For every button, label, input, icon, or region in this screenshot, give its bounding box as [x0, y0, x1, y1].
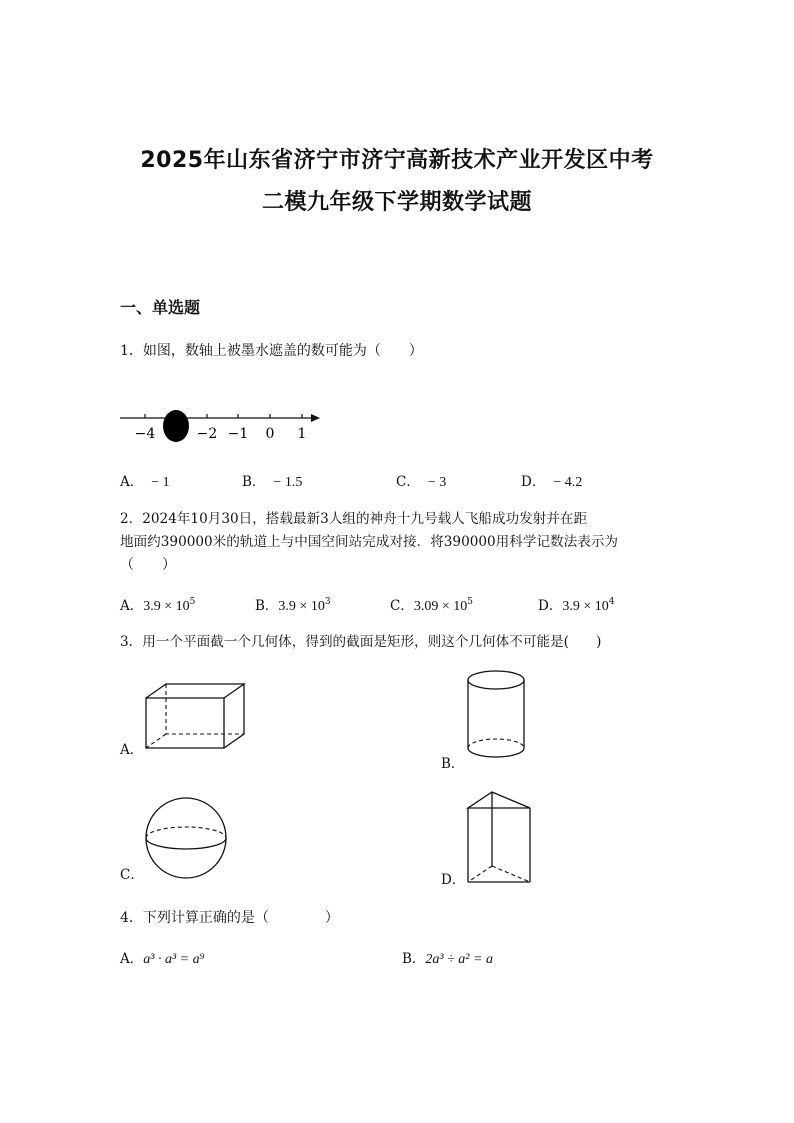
question-1-stem: 1．如图，数轴上被墨水遮盖的数可能为（ ） — [120, 343, 423, 359]
sphere-figure — [142, 794, 232, 884]
option-exponent: 5 — [467, 597, 473, 607]
question-2-stem-line2: 地面约390000米的轨道上与中国空间站完成对接．将390000用科学记数法表示为 — [120, 534, 619, 550]
q1-option-a[interactable] — [120, 470, 170, 491]
page-title-line2: 二模九年级下学期数学试题 — [261, 190, 532, 215]
q3-option-c-label[interactable]: C． — [120, 867, 144, 883]
q1-option-c[interactable] — [396, 470, 446, 491]
option-exponent: 3 — [324, 597, 331, 607]
q2-option-b[interactable] — [255, 594, 331, 615]
option-letter: A． — [120, 598, 144, 614]
axis-label-1: 1 — [297, 426, 307, 442]
option-letter: D． — [538, 598, 563, 614]
q4-option-a[interactable] — [120, 947, 204, 968]
q3-option-b-label[interactable]: B． — [441, 756, 465, 772]
question-3-stem: 3．用一个平面截一个几何体，得到的截面是矩形，则这个几何体不可能是( ) — [120, 634, 602, 650]
option-value: − 3 — [427, 475, 447, 490]
option-base: 3.09 × 10 — [413, 599, 468, 614]
q3-option-d-label[interactable]: D． — [441, 872, 466, 888]
cylinder-figure — [462, 668, 532, 768]
axis-label-neg2: −2 — [196, 426, 218, 442]
option-expression: 2a³ ÷ a² = a — [425, 952, 493, 967]
q2-option-a[interactable] — [120, 594, 195, 615]
option-exponent: 4 — [608, 597, 615, 607]
option-letter: B． — [255, 598, 279, 614]
number-line-figure — [115, 400, 325, 450]
option-letter: B． — [242, 474, 266, 490]
option-letter: A． — [120, 951, 144, 967]
option-letter: C． — [390, 598, 414, 614]
option-value: − 1 — [151, 475, 170, 490]
q1-option-d[interactable] — [521, 470, 582, 491]
option-value: − 4.2 — [553, 475, 583, 490]
option-base: 3.9 × 10 — [143, 599, 190, 614]
cuboid-figure — [140, 680, 250, 750]
question-2-stem-line3: （ ） — [120, 557, 176, 573]
question-2-stem-line1: 2．2024年10月30日，搭载最新3人组的神舟十九号载人飞船成功发射并在距 — [120, 511, 588, 527]
option-letter: C． — [396, 474, 420, 490]
number-line-arrow — [311, 414, 320, 422]
axis-label-0: 0 — [265, 426, 275, 442]
q2-option-d[interactable] — [538, 594, 614, 615]
axis-label-neg1: −1 — [227, 426, 249, 442]
option-base: 3.9 × 10 — [278, 599, 325, 614]
option-letter: B． — [402, 951, 426, 967]
axis-label-neg4: −4 — [134, 426, 156, 442]
triangular-prism-figure — [462, 788, 542, 888]
option-letter: D． — [521, 474, 546, 490]
option-letter: A． — [120, 474, 144, 490]
ink-blot — [163, 410, 189, 442]
option-value: − 1.5 — [273, 475, 303, 490]
q4-option-b[interactable] — [402, 947, 493, 968]
q3-option-a-label[interactable]: A． — [120, 742, 144, 758]
q1-option-b[interactable] — [242, 470, 302, 491]
option-exponent: 5 — [189, 597, 196, 607]
page-title-line1: 2025年山东省济宁市济宁高新技术产业开发区中考 — [140, 148, 654, 173]
option-base: 3.9 × 10 — [562, 599, 609, 614]
section-heading: 一、单选题 — [120, 298, 201, 317]
question-4-stem: 4．下列计算正确的是（ ） — [120, 910, 339, 926]
q2-option-c[interactable] — [390, 594, 473, 615]
option-expression: a³ · a³ = a⁹ — [143, 952, 205, 967]
